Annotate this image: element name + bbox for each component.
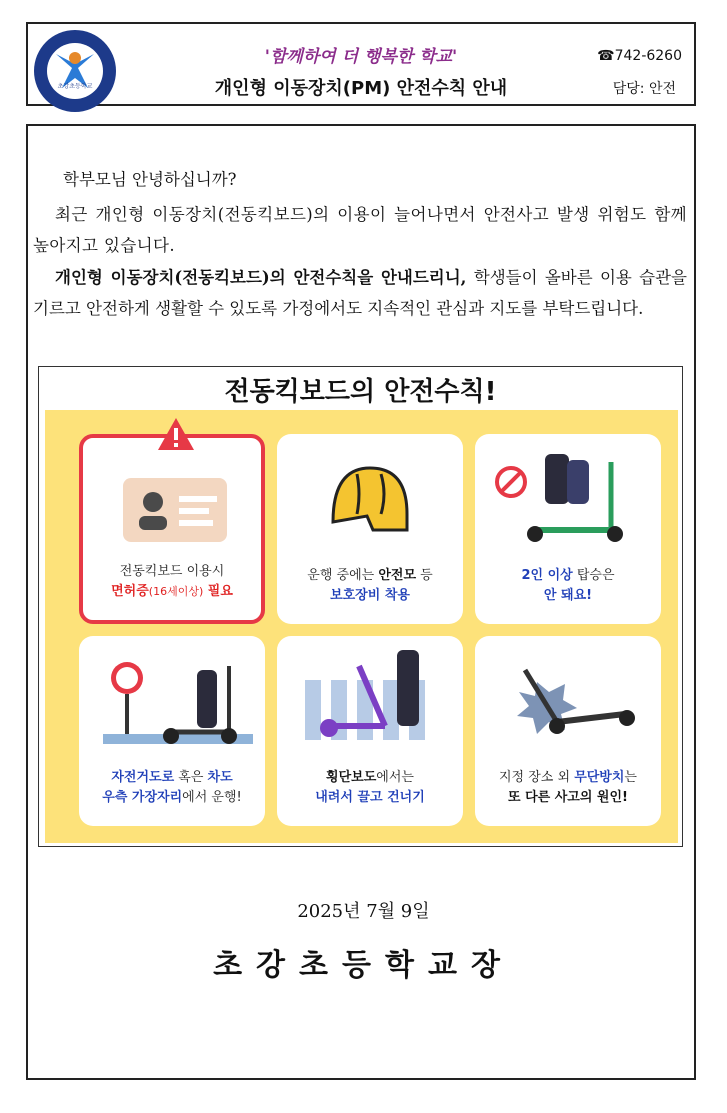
card-helmet-line1 xyxy=(277,566,463,586)
phone-number: ☎742-6260 xyxy=(597,48,682,64)
is-word: 는 xyxy=(624,770,637,785)
card-license xyxy=(79,434,265,624)
bike-road-word: 자전거도로 xyxy=(111,770,175,785)
document-title: 개인형 이동장치(PM) 안전수칙 안내 xyxy=(214,78,508,99)
card-parking-line2: 또 다른 사고의 원인! xyxy=(508,790,628,805)
card-parking xyxy=(475,636,661,826)
request-bold: 개인형 이동장치(전동킥보드)의 안전수칙을 안내드리니, xyxy=(55,268,467,287)
age-note: (16세이상) xyxy=(148,585,204,598)
request-paragraph xyxy=(33,262,687,324)
date: 2025년 7월 9일 xyxy=(297,901,430,922)
card-parking-line1 xyxy=(475,768,661,788)
two-people-word: 2인 이상 xyxy=(521,568,573,583)
card-bike-lane xyxy=(79,636,265,826)
principal-signature: 초강초등학교장 xyxy=(213,948,514,983)
fallen-scooter-icon xyxy=(475,636,661,756)
header-box xyxy=(26,22,696,106)
card-two-riders xyxy=(475,434,661,624)
card-license-line1: 전동킥보드 이용시 xyxy=(119,564,225,579)
outside-word: 지정 장소 외 xyxy=(499,770,575,785)
poster-title: 전동킥보드의 안전수칙! xyxy=(224,377,497,407)
card-two-riders-line1 xyxy=(475,566,661,586)
request-rest: 학생들이 올바른 이용 습관을 기르고 안전하게 생활할 수 있도록 가정에서도 지속적인 관심과 지도를 부탁드립니다. xyxy=(33,268,687,318)
poster-background xyxy=(45,410,678,843)
riding-word: 탑승은 xyxy=(572,568,615,583)
helmet-icon xyxy=(277,434,463,554)
right-edge-word: 우측 가장자리 xyxy=(102,790,183,805)
card-helmet xyxy=(277,434,463,624)
intro-paragraph: 최근 개인형 이동장치(전동킥보드)의 이용이 늘어나면서 안전사고 발생 위험도 함께 높아지고 있습니다. xyxy=(33,205,687,255)
manager-label: 담당: 안전 xyxy=(612,81,676,97)
card-crosswalk-line2: 내려서 끌고 건너기 xyxy=(315,790,425,805)
school-logo xyxy=(32,28,118,114)
license-card-icon xyxy=(83,438,269,548)
svg-text:초강초등학교: 초강초등학교 xyxy=(57,83,93,90)
safety-poster xyxy=(38,366,683,847)
license-word: 면허증 xyxy=(111,584,149,599)
required-word: 필요 xyxy=(203,584,233,599)
warning-icon xyxy=(156,416,196,452)
card-helmet-line2: 보호장비 착용 xyxy=(330,588,410,603)
helmet-l1a: 운행 중에는 xyxy=(307,568,379,583)
roadway-word: 차도 xyxy=(207,770,233,785)
abandon-word: 무단방치 xyxy=(574,770,625,785)
school-slogan: '함께하여 더 행복한 학교' xyxy=(264,47,458,67)
card-crosswalk xyxy=(277,636,463,826)
two-riders-icon xyxy=(475,434,661,554)
at-word: 에서는 xyxy=(376,770,414,785)
crosswalk-icon xyxy=(277,636,463,756)
card-license-line2 xyxy=(83,582,261,602)
greeting: 학부모님 안녕하십니까? xyxy=(63,170,237,189)
card-crosswalk-line1 xyxy=(277,768,463,788)
card-bike-lane-line2 xyxy=(79,788,265,808)
card-bike-lane-line1 xyxy=(79,768,265,788)
card-two-riders-line2: 안 돼요! xyxy=(543,588,593,603)
or-word: 혹은 xyxy=(174,770,208,785)
helmet-word: 안전모 xyxy=(378,568,417,583)
bike-lane-icon xyxy=(79,636,265,756)
helmet-l1c: 등 xyxy=(416,568,433,583)
crosswalk-word: 횡단보도 xyxy=(326,770,377,785)
operate-word: 에서 운행! xyxy=(182,790,242,805)
